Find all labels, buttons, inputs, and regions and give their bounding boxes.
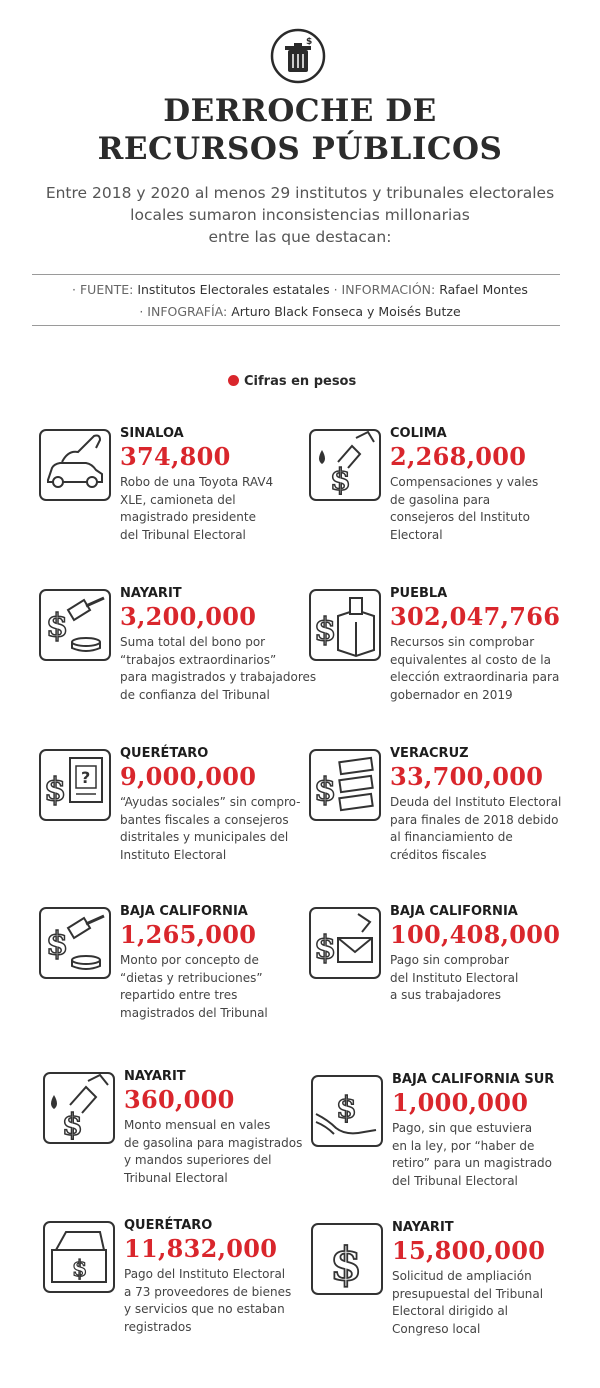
ballot-box-dollar-icon — [308, 588, 382, 662]
trash-can-dollar-icon — [270, 28, 326, 84]
subtitle-line-2: locales sumaron inconsistencias millonarias — [130, 206, 470, 224]
gavel-dollar-icon — [38, 906, 112, 980]
item-amount: 1,265,000 — [120, 920, 257, 949]
item-card — [308, 748, 598, 908]
item-state: BAJA CALIFORNIA — [120, 904, 248, 919]
item-amount: 1,000,000 — [392, 1088, 529, 1117]
divider-top — [32, 274, 560, 275]
item-card — [38, 748, 328, 908]
item-state: NAYARIT — [124, 1069, 186, 1084]
item-card — [42, 1220, 332, 1380]
item-state: PUEBLA — [390, 586, 448, 601]
svg-text:$: $ — [46, 924, 69, 962]
svg-text:$: $ — [72, 1256, 88, 1282]
item-state: COLIMA — [390, 426, 447, 441]
subtitle-line-3: entre las que destacan: — [208, 228, 392, 246]
item-card — [42, 1071, 332, 1231]
item-description: “Ayudas sociales” sin compro- bantes fiscales a consejeros distritales y municipales del Instituto Electoral — [120, 795, 301, 862]
graphics-value: Arturo Black Fonseca y Moisés Butze — [231, 304, 461, 319]
svg-text:$: $ — [336, 1091, 357, 1126]
info-value: Rafael Montes — [439, 282, 528, 297]
item-card — [308, 588, 598, 748]
title-line-1: DERROCHE DE — [163, 93, 437, 129]
item-description: Pago del Instituto Electoral a 73 proveedores de bienes y servicios que no estaban registrados — [124, 1267, 292, 1334]
item-state: NAYARIT — [120, 586, 182, 601]
svg-text:$: $ — [314, 610, 337, 648]
item-description: Monto mensual en vales de gasolina para magistrados y mandos superiores del Tribunal Electoral — [124, 1118, 303, 1185]
item-state: BAJA CALIFORNIA — [390, 904, 518, 919]
item-card — [310, 1074, 600, 1234]
item-amount: 360,000 — [124, 1085, 235, 1114]
legend — [228, 374, 356, 389]
item-description: Solicitud de ampliación presupuestal del Tribunal Electoral dirigido al Congreso local — [392, 1269, 544, 1336]
item-description: Pago, sin que estuviera en la ley, por “haber de retiro” para un magistrado del Tribunal Electoral — [392, 1121, 553, 1188]
envelope-dollar-icon — [308, 906, 382, 980]
item-amount: 9,000,000 — [120, 762, 257, 791]
svg-text:$: $ — [330, 1237, 363, 1291]
item-amount: 33,700,000 — [390, 762, 544, 791]
item-state: VERACRUZ — [390, 746, 469, 761]
divider-bottom — [32, 325, 560, 326]
svg-text:$: $ — [62, 1108, 83, 1143]
item-amount: 100,408,000 — [390, 920, 561, 949]
item-state: QUERÉTARO — [120, 746, 209, 761]
graphics-label: · INFOGRAFÍA: — [139, 304, 228, 319]
item-description: Pago sin comprobar del Instituto Electoral a sus trabajadores — [390, 953, 519, 1002]
item-amount: 374,800 — [120, 442, 231, 471]
hand-dollar-icon — [310, 1074, 384, 1148]
item-description: Robo de una Toyota RAV4 XLE, camioneta del magistrado presidente del Tribunal Electoral — [120, 475, 274, 542]
item-card — [310, 1222, 600, 1382]
info-label: · INFORMACIÓN: — [333, 282, 436, 297]
briefcase-dollar-icon — [42, 1220, 116, 1294]
item-state: BAJA CALIFORNIA SUR — [392, 1072, 555, 1087]
gas-pump-dollar-icon — [42, 1071, 116, 1145]
bills-dollar-icon — [308, 748, 382, 822]
item-description: Compensaciones y vales de gasolina para consejeros del Instituto Electoral — [390, 475, 539, 542]
svg-text:$: $ — [46, 606, 69, 644]
svg-text:$: $ — [306, 37, 313, 47]
document-question-dollar-icon — [38, 748, 112, 822]
item-amount: 15,800,000 — [392, 1236, 546, 1265]
item-amount: 302,047,766 — [390, 602, 561, 631]
subtitle-line-1: Entre 2018 y 2020 al menos 29 institutos y tribunales electorales — [45, 184, 555, 202]
item-description: Monto por concepto de “dietas y retribuciones” repartido entre tres magistrados del Tribunal — [120, 953, 268, 1020]
source-value: Institutos Electorales estatales — [137, 282, 330, 297]
item-card — [308, 428, 598, 588]
item-description: Suma total del bono por “trabajos extraordinarios” para magistrados y trabajadores de confianza del Tribunal — [120, 635, 317, 702]
item-card — [38, 906, 328, 1066]
svg-text:$: $ — [44, 770, 67, 808]
page-title — [0, 92, 600, 168]
item-amount: 2,268,000 — [390, 442, 527, 471]
legend-dot — [228, 375, 239, 386]
item-card — [308, 906, 598, 1066]
item-description: Recursos sin comprobar equivalentes al costo de la elección extraordinaria para gobernador en 2019 — [390, 635, 560, 702]
item-card — [38, 588, 328, 748]
credits — [0, 279, 600, 323]
svg-text:$: $ — [314, 928, 337, 966]
item-amount: 11,832,000 — [124, 1234, 278, 1263]
svg-text:$: $ — [314, 770, 337, 808]
car-hand-icon — [38, 428, 112, 502]
item-amount: 3,200,000 — [120, 602, 257, 631]
gavel-dollar-icon — [38, 588, 112, 662]
item-state: SINALOA — [120, 426, 184, 441]
svg-text:$: $ — [330, 463, 351, 498]
source-label: · FUENTE: — [72, 282, 134, 297]
svg-text:?: ? — [81, 768, 91, 787]
item-description: Deuda del Instituto Electoral para finales de 2018 debido al financiamiento de créditos fiscales — [390, 795, 562, 862]
gas-pump-dollar-icon — [308, 428, 382, 502]
dollar-sign-icon — [310, 1222, 384, 1296]
subtitle — [30, 182, 570, 248]
item-card — [38, 428, 328, 588]
legend-label: Cifras en pesos — [244, 374, 357, 389]
item-state: QUERÉTARO — [124, 1218, 213, 1233]
title-line-2: RECURSOS PÚBLICOS — [97, 131, 503, 167]
item-state: NAYARIT — [392, 1220, 454, 1235]
